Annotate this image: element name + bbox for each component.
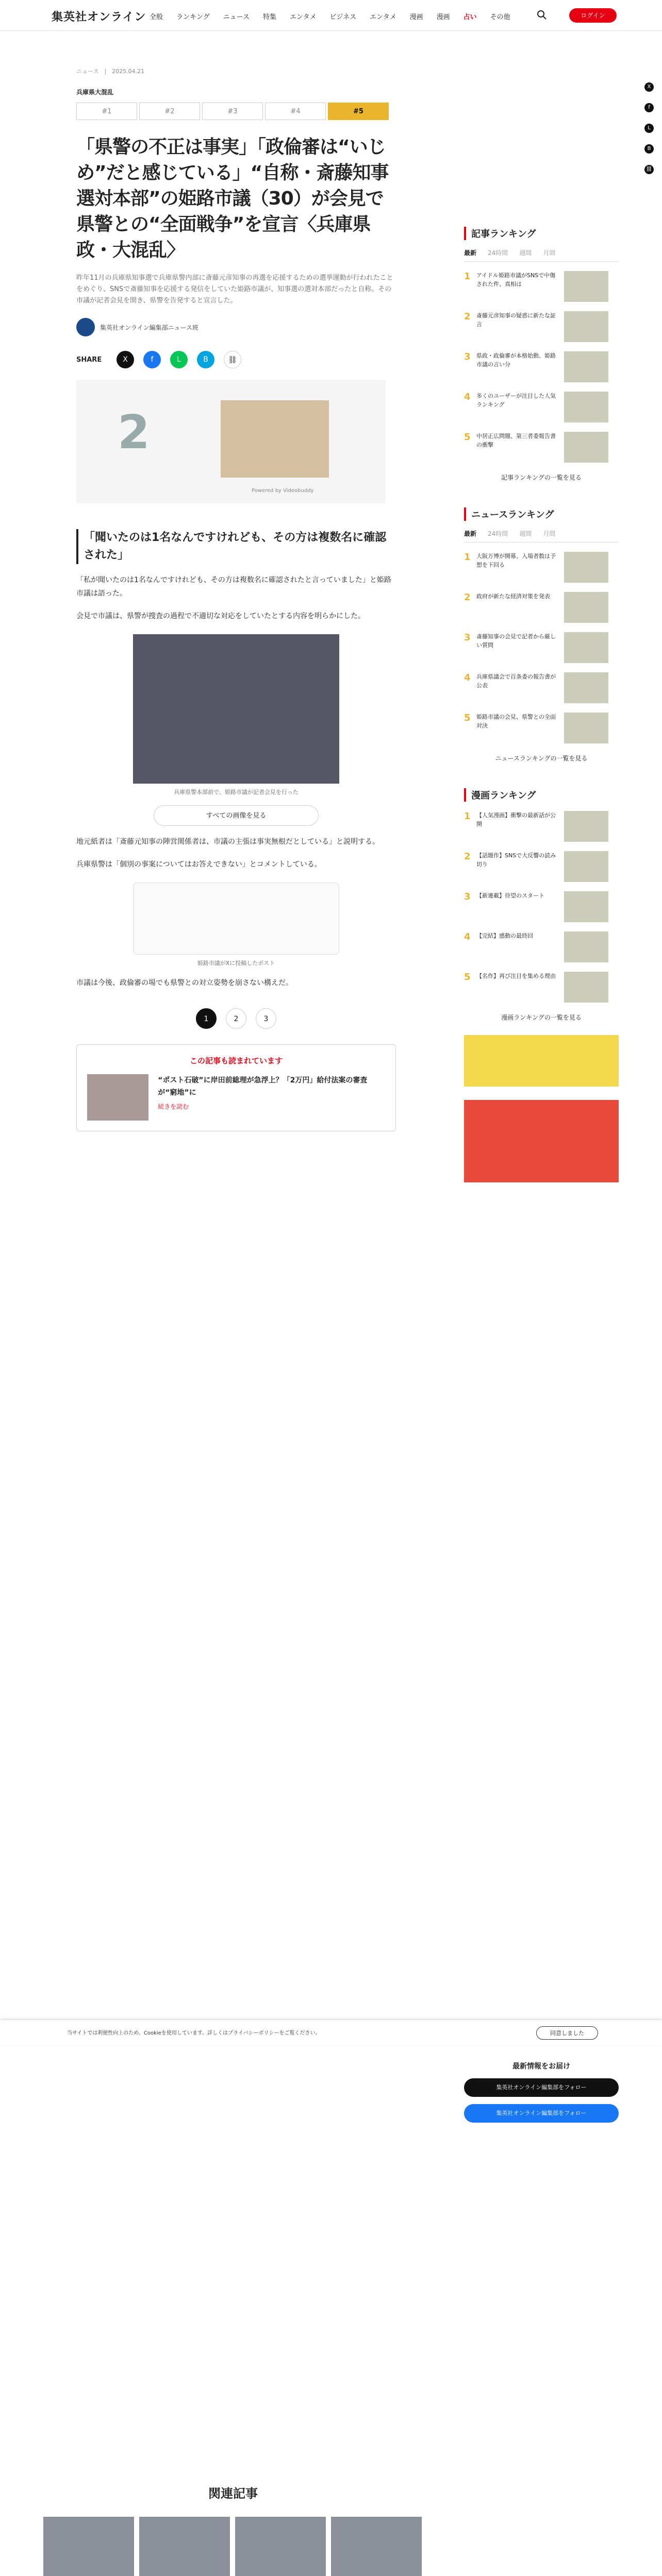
related-thumb	[43, 2517, 134, 2576]
tweet-caption: 姫路市議がXに投稿したポスト	[197, 960, 275, 967]
nav-item[interactable]: エンタメ	[290, 13, 317, 21]
embedded-tweet[interactable]	[133, 883, 339, 955]
follow-x-button[interactable]: 集英社オンライン編集部をフォロー	[464, 2078, 619, 2097]
ranking-item[interactable]	[464, 851, 619, 882]
video-thumbnail	[221, 400, 329, 478]
related-card[interactable]	[43, 2517, 134, 2576]
ranking-item-title: 【話題作】SNSで大反響の読み切り	[476, 852, 556, 868]
rank-number: 2	[464, 851, 471, 862]
rank-number: 4	[464, 931, 471, 942]
nav-item[interactable]: ビジネス	[329, 13, 357, 21]
ranking-item[interactable]	[464, 811, 619, 842]
ranking-tab[interactable]: 週間	[519, 530, 532, 537]
search-icon[interactable]	[536, 9, 548, 21]
article	[76, 67, 396, 1131]
rank-number: 5	[464, 972, 471, 982]
ranking-item-title: 中居正広問題、第三者委報告書の衝撃	[476, 433, 556, 448]
paragraph: 会見で市議は、県警が捜査の過程で不適切な対応をしていたとする内容を明らかにした。	[76, 612, 365, 620]
ranking-item[interactable]	[464, 972, 619, 1003]
cookie-accept-button[interactable]: 同意しました	[536, 2026, 598, 2040]
manga-ranking-title: 漫画ランキング	[464, 788, 619, 802]
x-share-icon[interactable]: X	[117, 351, 134, 368]
follow-box	[464, 2061, 619, 2123]
ranking-item-thumb	[564, 552, 608, 583]
related-card[interactable]	[139, 2517, 230, 2576]
author-name: 集英社オンライン編集部ニュース班	[100, 324, 199, 331]
copy-link-icon[interactable]: ⛓	[644, 165, 654, 174]
ranking-item-title: 兵庫県議会で百条委の報告書が公表	[476, 673, 556, 689]
ad-banner[interactable]	[464, 1100, 619, 1182]
ranking-item-title: 多くのユーザーが注目した人気ランキング	[476, 393, 556, 408]
ranking-item[interactable]	[464, 311, 619, 342]
ranking-item-title: アイドル姫路市議がSNSで中傷された件、真相は	[476, 272, 556, 287]
share-label: SHARE	[76, 355, 102, 364]
author-avatar	[76, 318, 95, 336]
part-tab[interactable]: #5	[328, 103, 389, 120]
rank-number: 3	[464, 632, 471, 643]
facebook-share-icon[interactable]: f	[644, 103, 654, 112]
headline: 「県警の不正は事実」「政倫審は“いじめ”だと感じている」“自称・斎藤知事選対本部”の姫路市議（30）が会見で県警との“全面戦争”を宣言〈兵庫県政・大混乱〉	[76, 137, 389, 261]
ranking-tab[interactable]: 最新	[464, 249, 477, 257]
ranking-tabs	[464, 248, 619, 262]
ranking-item[interactable]	[464, 891, 619, 922]
ranking-tab[interactable]: 月間	[543, 530, 556, 537]
line-share-icon[interactable]: L	[170, 351, 188, 368]
next-article-heading: この記事も読まれています	[189, 1056, 283, 1065]
sidebar	[464, 227, 619, 1182]
ranking-item-title: 姫路市議の会見、県警との全面対決	[476, 714, 556, 729]
nav-item[interactable]: 占い	[463, 13, 477, 21]
ranking-tab[interactable]: 週間	[519, 249, 532, 257]
ranking-title: 記事ランキング	[464, 227, 619, 240]
ranking-item-title: 【名作】再び注目を集める理由	[476, 973, 556, 979]
paragraph: 兵庫県警は「個別の事案についてはお答えできない」とコメントしている。	[76, 860, 322, 869]
video-player[interactable]	[76, 380, 386, 503]
part-tab[interactable]: #3	[202, 103, 263, 120]
nav-item[interactable]: その他	[490, 13, 510, 21]
related-articles	[43, 2483, 423, 2576]
ranking-item[interactable]	[464, 632, 619, 663]
ranking-item-thumb	[564, 392, 608, 422]
ranking-item-title: 斎藤知事の会見で記者から厳しい質問	[476, 633, 556, 649]
news-ranking-title: ニュースランキング	[464, 507, 619, 521]
ranking-item[interactable]	[464, 432, 619, 463]
nav-item[interactable]: エンタメ	[370, 13, 396, 21]
ad-banner[interactable]	[464, 1035, 619, 1087]
video-number: 2	[118, 405, 150, 460]
paragraph: 「私が聞いたのは1名なんですけれども、その方は複数名に確認されたと言っていました」と姫路市議は語った。	[76, 576, 391, 598]
nav-item[interactable]: 全般	[150, 13, 163, 21]
ranking-item-title: 【完結】感動の最終回	[476, 933, 533, 939]
ad-bar	[0, 1986, 662, 2017]
nav-item[interactable]: ランキング	[176, 13, 210, 21]
paragraph: 市議は今後、政倫審の場でも県警との対立姿勢を崩さない構えだ。	[76, 979, 293, 987]
rank-number: 3	[464, 891, 471, 902]
ranking-item[interactable]	[464, 672, 619, 703]
lead-text: 昨年11月の兵庫県知事選で兵庫県警内部に斎藤元彦知事の再選を応援するための選挙運動が行われたことをめぐり、SNSで斎藤知事を応援する発信をしていた姫路市議が、知事選の選対本部だったと自称。その市議が記者会見を開き、県警を告発すると宣言した。	[76, 274, 393, 304]
global-nav	[150, 11, 510, 21]
rank-number: 1	[464, 811, 471, 822]
rank-number: 5	[464, 713, 471, 723]
section-heading: 「聞いたのは1名なんですけれども、その方は複数名に確認された」	[76, 529, 396, 564]
part-tab[interactable]: #4	[265, 103, 326, 120]
ranking-item-thumb	[564, 811, 608, 842]
ranking-item[interactable]	[464, 392, 619, 422]
related-title: 関連記事	[208, 2486, 258, 2501]
part-tab[interactable]: #1	[76, 103, 137, 120]
x-share-icon[interactable]: X	[644, 82, 654, 92]
ranking-tab[interactable]: 24時間	[488, 249, 508, 257]
ranking-item-thumb	[564, 931, 608, 962]
site-logo[interactable]: 集英社オンライン	[52, 11, 146, 24]
ranking-item-title: 斎藤元彦知事の疑惑に新たな証言	[476, 312, 556, 328]
ranking-item-thumb	[564, 713, 608, 743]
ranking-item[interactable]	[464, 552, 619, 583]
cookie-text: 当サイトでは利便性向上のため、Cookieを使用しています。詳しくはプライバシーポリシーをご覧ください。	[67, 2030, 321, 2036]
manga-ranking-more-link[interactable]: 漫画ランキングの一覧を見る	[501, 1014, 582, 1021]
share-bar	[76, 351, 396, 368]
news-ranking-tabs	[464, 529, 619, 543]
ranking-item-thumb	[564, 972, 608, 1003]
ranking-item-thumb	[564, 632, 608, 663]
view-all-images-button[interactable]: すべての画像を見る	[154, 805, 319, 826]
video-credit: Powered by Videobuddy	[252, 488, 314, 494]
ranking-item-thumb	[564, 851, 608, 882]
copy-link-icon[interactable]: ⛓	[224, 351, 241, 368]
ranking-item-title: 【新連載】待望のスタート	[476, 892, 544, 899]
share-rail	[644, 82, 655, 185]
ranking-item-title: 県政・政倫審が本格始動、姫路市議の言い分	[476, 352, 556, 368]
ranking-item-thumb	[564, 592, 608, 623]
next-article-title: “ポスト石破”に岸田前総理が急浮上？「2万円」給付法案の審査が“窮地”に	[158, 1076, 368, 1097]
ranking-item[interactable]	[464, 351, 619, 382]
ranking-item-thumb	[564, 271, 608, 302]
next-article-card[interactable]	[76, 1044, 396, 1131]
part-tab[interactable]: #2	[139, 103, 200, 120]
ranking-item-title: 【人気漫画】衝撃の最新話が公開	[476, 812, 556, 827]
paragraph: 地元紙者は「斎藤元知事の陣営関係者は、市議の主張は事実無根だとしている」と説明する。	[76, 838, 379, 846]
author-block[interactable]	[76, 318, 396, 336]
rank-number: 2	[464, 311, 471, 322]
related-card[interactable]	[235, 2517, 326, 2576]
related-thumb	[331, 2517, 422, 2576]
rank-number: 5	[464, 432, 471, 443]
breadcrumb: ニュース | 2025.04.21	[76, 68, 145, 75]
ranking-tab[interactable]: 24時間	[488, 530, 508, 537]
part-tabs	[76, 103, 396, 120]
page-number[interactable]: 3	[256, 1008, 276, 1029]
ranking-item-thumb	[564, 432, 608, 463]
rank-number: 4	[464, 392, 471, 402]
ranking-item-thumb	[564, 891, 608, 922]
facebook-share-icon[interactable]: f	[143, 351, 161, 368]
ranking-item-thumb	[564, 311, 608, 342]
related-thumb	[235, 2517, 326, 2576]
ranking-tab[interactable]: 最新	[464, 530, 477, 537]
nav-item[interactable]: ニュース	[223, 13, 250, 21]
next-article-thumb	[87, 1074, 148, 1121]
news-ranking-more-link[interactable]: ニュースランキングの一覧を見る	[495, 755, 588, 762]
ranking-item[interactable]	[464, 592, 619, 623]
next-article-link[interactable]: 続きを読む	[158, 1103, 189, 1110]
nav-item[interactable]: 漫画	[409, 13, 423, 21]
ranking-item-title: 大阪万博が開幕、入場者数は予想を下回る	[476, 553, 556, 568]
page-number[interactable]: 2	[226, 1008, 246, 1029]
related-thumb	[139, 2517, 230, 2576]
cookie-banner	[0, 2020, 662, 2045]
pagination	[76, 1008, 396, 1029]
ranking-tab[interactable]: 月間	[543, 249, 556, 257]
ranking-item-title: 政府が新たな経済対策を発表	[476, 593, 550, 600]
login-button[interactable]: ログイン	[569, 8, 617, 23]
ranking-item[interactable]	[464, 271, 619, 302]
rank-number: 1	[464, 271, 471, 282]
follow-facebook-button[interactable]: 集英社オンライン編集部をフォロー	[464, 2104, 619, 2123]
ranking-more-link[interactable]: 記事ランキングの一覧を見る	[501, 474, 582, 481]
related-card[interactable]	[331, 2517, 422, 2576]
nav-item[interactable]: 漫画	[436, 13, 450, 21]
rank-number: 3	[464, 351, 471, 362]
hatena-share-icon[interactable]: B	[197, 351, 214, 368]
site-header	[0, 0, 662, 31]
ranking-item-thumb	[564, 351, 608, 382]
photo-caption: 兵庫県警本部前で、姫路市議が記者会見を行った	[174, 789, 299, 795]
ranking-item-thumb	[564, 672, 608, 703]
page-number[interactable]: 1	[196, 1008, 217, 1029]
article-photo[interactable]	[133, 634, 339, 784]
hatena-share-icon[interactable]: B	[644, 144, 654, 154]
ranking-item[interactable]	[464, 931, 619, 962]
follow-title: 最新情報をお届け	[512, 2062, 570, 2071]
ranking-item[interactable]	[464, 713, 619, 743]
rank-number: 4	[464, 672, 471, 683]
nav-item[interactable]: 特集	[263, 13, 277, 21]
series-title[interactable]: 兵庫県大混乱	[76, 89, 114, 96]
rank-number: 1	[464, 552, 471, 563]
rank-number: 2	[464, 592, 471, 603]
line-share-icon[interactable]: L	[644, 124, 654, 133]
